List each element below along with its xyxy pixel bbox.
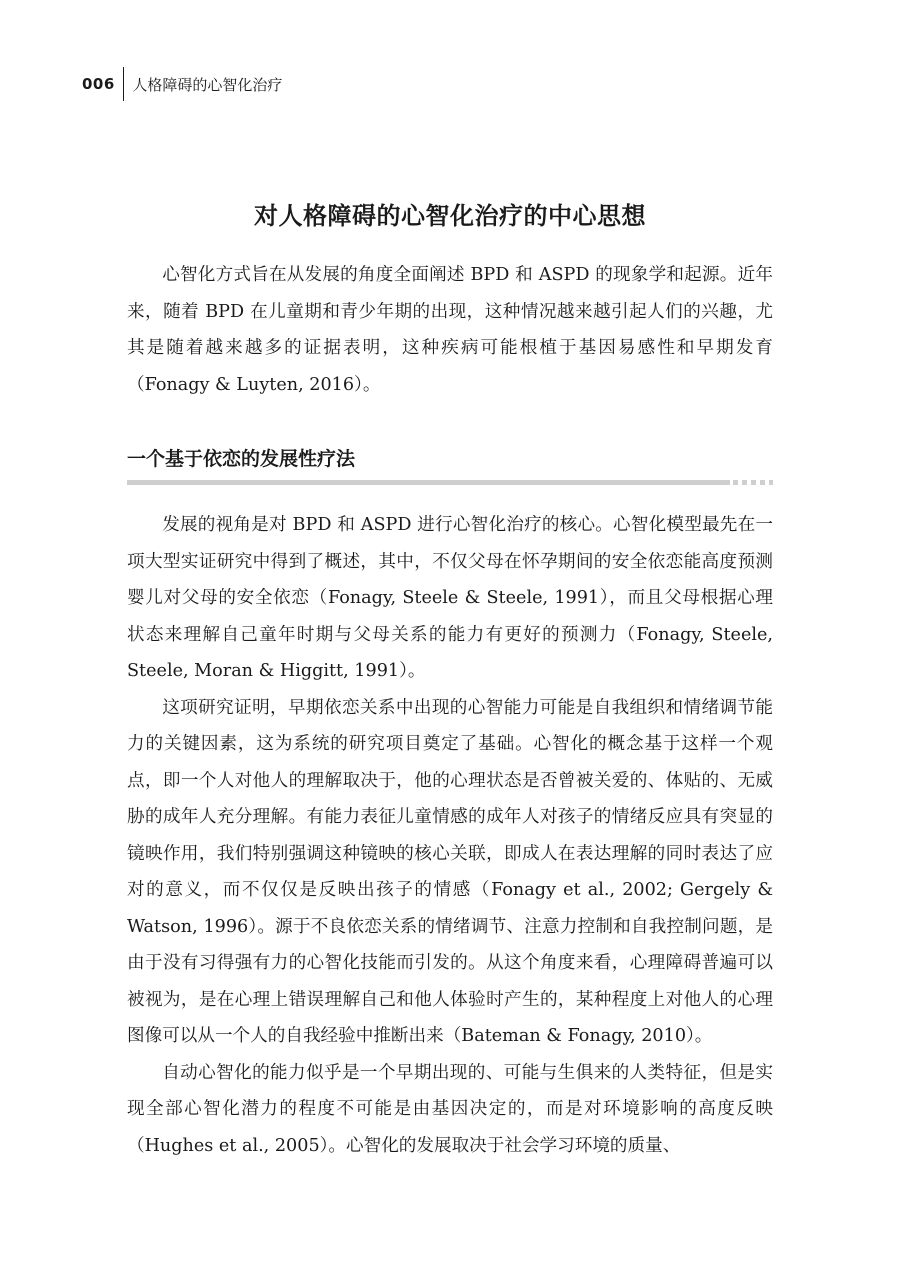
subsection-heading (127, 444, 773, 485)
rule-solid (127, 480, 730, 485)
section-title: 对人格障碍的心智化治疗的中心思想 (254, 202, 646, 230)
paragraph: 心智化方式旨在从发展的角度全面阐述 BPD 和 ASPD 的现象学和起源。近年来，随着 BPD 在儿童期和青少年期的出现，这种情况越来越引起人们的兴趣，尤其是随着越来越多的证据表明，这种疾病可能根植于基因易感性和早期发育（Fonagy & Luyten, 2016）。 (127, 265, 773, 395)
book-title: 人格障碍的心智化治疗 (132, 75, 283, 94)
paragraph: 这项研究证明，早期依恋关系中出现的心智能力可能是自我组织和情绪调节能力的关键因素，这为系统的研究项目奠定了基础。心智化的概念基于这样一个观点，即一个人对他人的理解取决于，他的心理状态是否曾被关爱的、体贴的、无威胁的成年人充分理解。有能力表征儿童情感的成年人对孩子的情绪反应具有突显的镜映作用，我们特别强调这种镜映的核心关联，即成人在表达理解的同时表达了应对的意义，而不仅仅是反映出孩子的情感（Fonagy et al., 2002; Gergely & Watson, 1996）。源于不良依恋关系的情绪调节、注意力控制和自我控制问题，是由于没有习得强有力的心智化技能而引发的。从这个角度来看，心理障碍普遍可以被视为，是在心理上错误理解自己和他人体验时产生的，某种程度上对他人的心理图像可以从一个人的自我经验中推断出来（Bateman & Fonagy, 2010）。 (127, 697, 773, 1046)
intro-text (127, 257, 773, 403)
subsection-rule (127, 480, 773, 485)
paragraph: 发展的视角是对 BPD 和 ASPD 进行心智化治疗的核心。心智化模型最先在一项大型实证研究中得到了概述，其中，不仅父母在怀孕期间的安全依恋能高度预测婴儿对父母的安全依恋（Fonagy, Steele & Steele, 1991），而且父母根据心理状态来理解自己童年时期与父母关系的能力有更好的预测力（Fonagy, Steele, Steele, Moran & Higgitt, 1991）。 (127, 515, 773, 681)
subsection-title: 一个基于依恋的发展性疗法 (127, 448, 356, 470)
header-divider (123, 67, 125, 101)
rule-dots (733, 480, 773, 485)
paragraph: 自动心智化的能力似乎是一个早期出现的、可能与生俱来的人类特征，但是实现全部心智化潜力的程度不可能是由基因决定的，而是对环境影响的高度反映（Hughes et al., 2005）。心智化的发展取决于社会学习环境的质量、 (127, 1062, 773, 1156)
running-header (82, 66, 282, 102)
body-text (127, 507, 773, 1164)
page-number: 006 (82, 75, 115, 93)
